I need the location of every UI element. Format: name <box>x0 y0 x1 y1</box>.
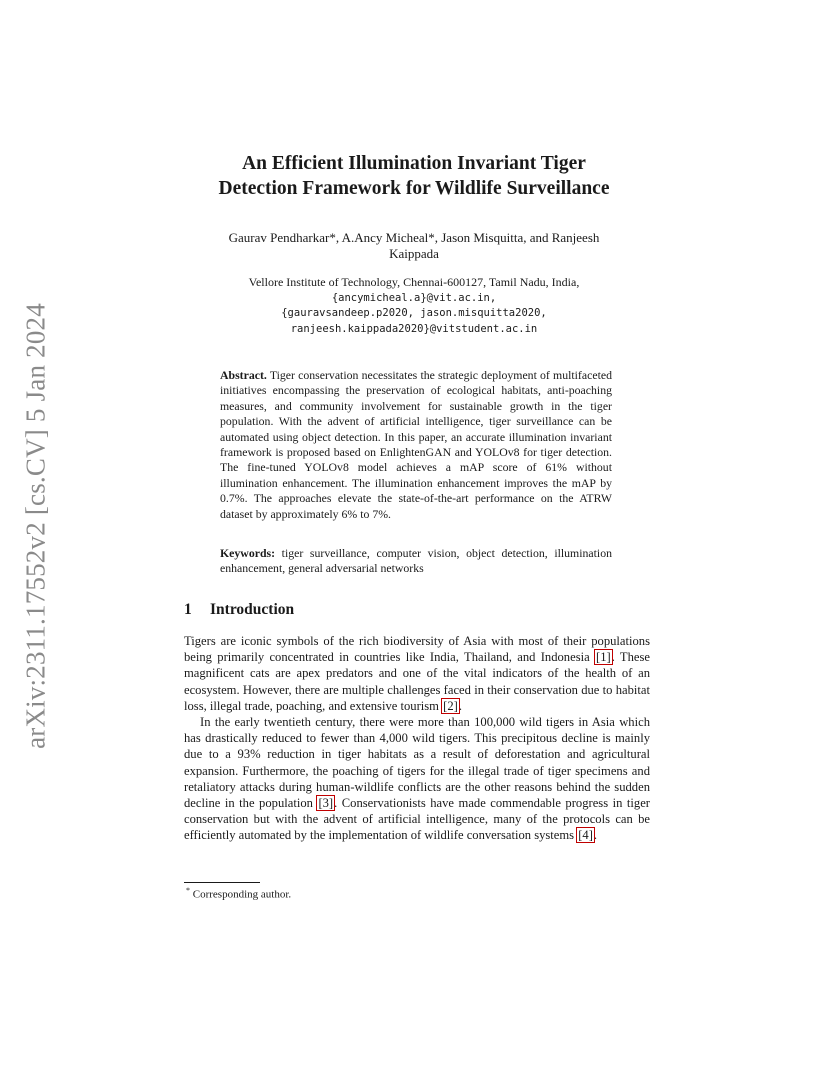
paragraph-2-text-c: . <box>593 828 598 843</box>
author-list <box>180 230 648 262</box>
footnote <box>186 886 291 901</box>
paragraph-2 <box>184 714 650 844</box>
keywords-text: tiger surveillance, computer vision, object detection, illumination enhancement, general adversarial networks <box>220 546 612 576</box>
paragraph-2-text-a: In the early twentieth century, there were more than 100,000 wild tigers in Asia which has drastically reduced to fewer than 4,000 wild tigers. This precipitous decline is mainly due to a 93% reduction in tiger habitats as a result of deforestation and agricultural expansion. Furthermore, the poaching of tigers for the illegal trade of tiger specimens and retaliatory attacks during human-wildlife conflicts are the other reasons behind the sudden decline in the population <box>184 715 650 811</box>
abstract-text: Tiger conservation necessitates the strategic deployment of multifaceted initiatives encompassing the preservation of ecological habitats, anti-poaching measures, and community involvement for sustainable growth in the tiger population. With the advent of artificial intelligence, tiger surveillance can be automated using object detection. In this paper, an accurate illumination invariant framework is proposed based on EnlightenGAN and YOLOv8 for tiger detection. The fine-tuned YOLOv8 model achieves a mAP score of 61% without illumination enhancement. The illumination enhancement improves the mAP by 0.7%. The approaches elevate the state-of-the-art performance on the ATRW dataset by approximately 6% to 7%. <box>220 368 612 521</box>
section-title: Introduction <box>210 601 295 618</box>
abstract <box>220 368 612 522</box>
affiliation-email-2: {gauravsandeep.p2020, jason.misquitta2020, <box>281 307 547 319</box>
introduction-body <box>184 633 650 844</box>
affiliation-email-3: ranjeesh.kaippada2020}@vitstudent.ac.in <box>290 322 538 335</box>
footnote-marker: * <box>186 886 190 895</box>
affiliation-institution: Vellore Institute of Technology, Chennai-600127, Tamil Nadu, India, <box>248 275 580 289</box>
authors-line-1: Gaurav Pendharkar*, A.Ancy Micheal*, Jason Misquitta, and Ranjeesh <box>228 230 600 245</box>
keywords-label: Keywords: <box>220 546 276 560</box>
arxiv-identifier <box>12 296 60 756</box>
paper-title <box>150 151 678 201</box>
citation-link-4[interactable]: [4] <box>578 828 593 843</box>
arxiv-identifier-text: arXiv:2311.17552v2 [cs.CV] 5 Jan 2024 <box>20 303 51 749</box>
footnote-text: Corresponding author. <box>190 888 292 901</box>
paragraph-1 <box>184 633 650 714</box>
affiliation-email-1: {ancymicheal.a}@vit.ac.in, <box>331 291 497 304</box>
section-number: 1 <box>184 601 192 618</box>
title-line-2: Detection Framework for Wildlife Surveillance <box>218 178 610 199</box>
authors-line-2: Kaippada <box>389 246 439 261</box>
paragraph-1-text-a: Tigers are iconic symbols of the rich biodiversity of Asia with most of their populations being primarily concentrated in countries like India, Thailand, and Indonesia <box>184 634 650 665</box>
paragraph-1-text-c: . <box>458 698 462 713</box>
abstract-label: Abstract. <box>220 368 267 382</box>
citation-link-3[interactable]: [3] <box>318 796 334 811</box>
affiliation-block <box>180 275 648 337</box>
citation-link-2[interactable]: [2] <box>443 698 458 713</box>
keywords <box>220 546 612 577</box>
citation-link-1[interactable]: [1] <box>596 650 611 665</box>
paragraph-2-text-b: . Conservationists have made commendable progress in tiger conservation but with the advent of artificial intelligence, many of the protocols can be efficiently automated by the implementation of wildlife conversation systems <box>184 796 650 843</box>
footnote-divider <box>184 882 260 883</box>
paragraph-1-text-b: . These magnificent cats are apex predators and one of the vital indicators of the health of an ecosystem. However, there are multiple challenges faced in their conservation due to habitat loss, illegal trade, poaching, and extensive tourism <box>184 650 650 713</box>
title-line-1: An Efficient Illumination Invariant Tiger <box>242 153 586 174</box>
section-heading-introduction <box>184 601 294 619</box>
